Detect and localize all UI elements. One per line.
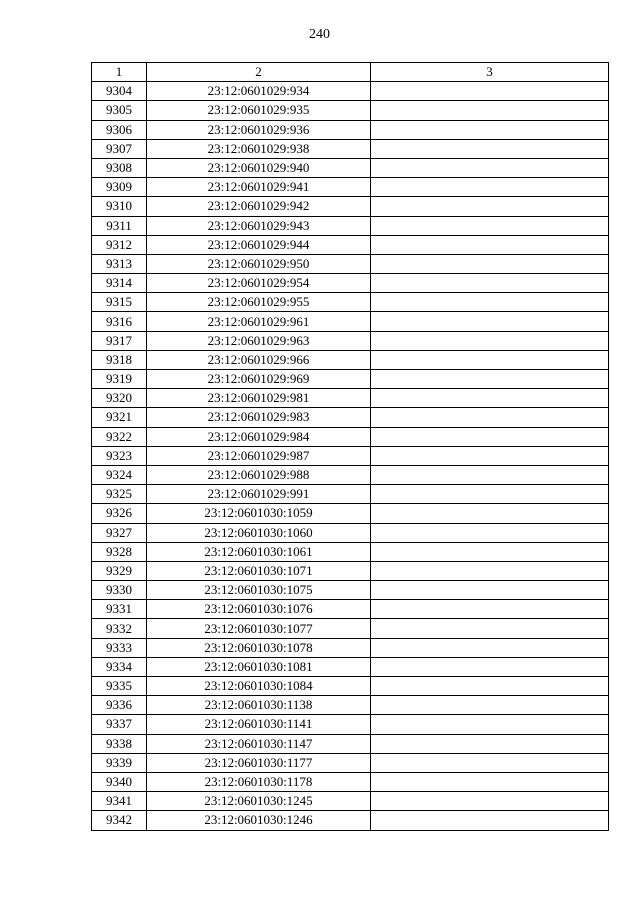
row-number-cell: 9307 xyxy=(92,139,147,158)
table-row xyxy=(92,715,609,734)
row-number-cell: 9340 xyxy=(92,772,147,791)
table-row xyxy=(92,677,609,696)
header-row xyxy=(92,63,609,82)
note-cell xyxy=(371,523,609,542)
table-row xyxy=(92,139,609,158)
row-number-cell: 9330 xyxy=(92,581,147,600)
cadastral-number-cell: 23:12:0601030:1141 xyxy=(147,715,371,734)
note-cell xyxy=(371,82,609,101)
note-cell xyxy=(371,331,609,350)
note-cell xyxy=(371,581,609,600)
row-number-cell: 9320 xyxy=(92,389,147,408)
table-row xyxy=(92,197,609,216)
note-cell xyxy=(371,197,609,216)
cadastral-number-cell: 23:12:0601029:988 xyxy=(147,465,371,484)
row-number-cell: 9324 xyxy=(92,465,147,484)
cadastral-number-cell: 23:12:0601030:1081 xyxy=(147,657,371,676)
row-number-cell: 9337 xyxy=(92,715,147,734)
table-row xyxy=(92,753,609,772)
table-row xyxy=(92,619,609,638)
row-number-cell: 9314 xyxy=(92,274,147,293)
row-number-cell: 9333 xyxy=(92,638,147,657)
table-row xyxy=(92,350,609,369)
cadastral-number-cell: 23:12:0601029:955 xyxy=(147,293,371,312)
cadastral-number-cell: 23:12:0601030:1078 xyxy=(147,638,371,657)
row-number-cell: 9342 xyxy=(92,811,147,830)
cadastral-number-cell: 23:12:0601030:1059 xyxy=(147,504,371,523)
cadastral-number-cell: 23:12:0601030:1061 xyxy=(147,542,371,561)
table-row xyxy=(92,254,609,273)
note-cell xyxy=(371,389,609,408)
note-cell xyxy=(371,715,609,734)
table-row xyxy=(92,293,609,312)
cadastral-number-cell: 23:12:0601030:1076 xyxy=(147,600,371,619)
cadastral-number-cell: 23:12:0601029:983 xyxy=(147,408,371,427)
note-cell xyxy=(371,274,609,293)
table-row xyxy=(92,696,609,715)
table-row xyxy=(92,772,609,791)
cadastral-number-cell: 23:12:0601029:954 xyxy=(147,274,371,293)
row-number-cell: 9309 xyxy=(92,178,147,197)
row-number-cell: 9313 xyxy=(92,254,147,273)
row-number-cell: 9332 xyxy=(92,619,147,638)
note-cell xyxy=(371,753,609,772)
table-row xyxy=(92,408,609,427)
row-number-cell: 9338 xyxy=(92,734,147,753)
note-cell xyxy=(371,542,609,561)
note-cell xyxy=(371,216,609,235)
cadastral-number-cell: 23:12:0601029:944 xyxy=(147,235,371,254)
table-row xyxy=(92,158,609,177)
cadastral-number-cell: 23:12:0601029:938 xyxy=(147,139,371,158)
row-number-cell: 9331 xyxy=(92,600,147,619)
cadastral-number-cell: 23:12:0601030:1178 xyxy=(147,772,371,791)
row-number-cell: 9306 xyxy=(92,120,147,139)
table-row xyxy=(92,331,609,350)
cadastral-number-cell: 23:12:0601029:991 xyxy=(147,485,371,504)
cadastral-number-cell: 23:12:0601029:935 xyxy=(147,101,371,120)
table-row xyxy=(92,561,609,580)
row-number-cell: 9329 xyxy=(92,561,147,580)
note-cell xyxy=(371,677,609,696)
row-number-cell: 9325 xyxy=(92,485,147,504)
note-cell xyxy=(371,350,609,369)
note-cell xyxy=(371,139,609,158)
table-row xyxy=(92,120,609,139)
column-header-3: 3 xyxy=(371,63,609,82)
cadastral-number-cell: 23:12:0601029:961 xyxy=(147,312,371,331)
cadastral-number-cell: 23:12:0601030:1071 xyxy=(147,561,371,580)
note-cell xyxy=(371,235,609,254)
table-row xyxy=(92,734,609,753)
note-cell xyxy=(371,772,609,791)
note-cell xyxy=(371,638,609,657)
note-cell xyxy=(371,734,609,753)
table-row xyxy=(92,389,609,408)
row-number-cell: 9316 xyxy=(92,312,147,331)
row-number-cell: 9339 xyxy=(92,753,147,772)
note-cell xyxy=(371,120,609,139)
note-cell xyxy=(371,696,609,715)
note-cell xyxy=(371,446,609,465)
cadastral-number-cell: 23:12:0601029:940 xyxy=(147,158,371,177)
note-cell xyxy=(371,465,609,484)
note-cell xyxy=(371,178,609,197)
table-row xyxy=(92,235,609,254)
note-cell xyxy=(371,408,609,427)
note-cell xyxy=(371,619,609,638)
table-row xyxy=(92,792,609,811)
table-row xyxy=(92,312,609,331)
column-header-1: 1 xyxy=(92,63,147,82)
row-number-cell: 9336 xyxy=(92,696,147,715)
note-cell xyxy=(371,811,609,830)
note-cell xyxy=(371,312,609,331)
cadastral-number-cell: 23:12:0601029:941 xyxy=(147,178,371,197)
table-header xyxy=(92,63,609,82)
row-number-cell: 9319 xyxy=(92,370,147,389)
table-row xyxy=(92,216,609,235)
row-number-cell: 9311 xyxy=(92,216,147,235)
table-row xyxy=(92,465,609,484)
table-row xyxy=(92,427,609,446)
note-cell xyxy=(371,561,609,580)
note-cell xyxy=(371,485,609,504)
table-row xyxy=(92,82,609,101)
table-row xyxy=(92,485,609,504)
cadastral-number-cell: 23:12:0601029:950 xyxy=(147,254,371,273)
table-row xyxy=(92,523,609,542)
note-cell xyxy=(371,427,609,446)
note-cell xyxy=(371,158,609,177)
note-cell xyxy=(371,293,609,312)
row-number-cell: 9312 xyxy=(92,235,147,254)
cadastral-number-cell: 23:12:0601030:1147 xyxy=(147,734,371,753)
cadastral-number-cell: 23:12:0601029:966 xyxy=(147,350,371,369)
cadastral-number-cell: 23:12:0601030:1077 xyxy=(147,619,371,638)
cadastral-number-cell: 23:12:0601030:1075 xyxy=(147,581,371,600)
table-row xyxy=(92,178,609,197)
note-cell xyxy=(371,504,609,523)
row-number-cell: 9317 xyxy=(92,331,147,350)
row-number-cell: 9318 xyxy=(92,350,147,369)
cadastral-number-cell: 23:12:0601029:963 xyxy=(147,331,371,350)
note-cell xyxy=(371,254,609,273)
table-row xyxy=(92,581,609,600)
row-number-cell: 9335 xyxy=(92,677,147,696)
table-row xyxy=(92,600,609,619)
row-number-cell: 9326 xyxy=(92,504,147,523)
row-number-cell: 9315 xyxy=(92,293,147,312)
cadastral-number-cell: 23:12:0601029:934 xyxy=(147,82,371,101)
column-header-2: 2 xyxy=(147,63,371,82)
cadastral-number-cell: 23:12:0601030:1246 xyxy=(147,811,371,830)
data-table xyxy=(91,62,609,831)
table-row xyxy=(92,542,609,561)
table-row xyxy=(92,370,609,389)
note-cell xyxy=(371,370,609,389)
cadastral-number-cell: 23:12:0601029:987 xyxy=(147,446,371,465)
row-number-cell: 9310 xyxy=(92,197,147,216)
row-number-cell: 9323 xyxy=(92,446,147,465)
cadastral-number-cell: 23:12:0601029:969 xyxy=(147,370,371,389)
row-number-cell: 9321 xyxy=(92,408,147,427)
table-body xyxy=(92,82,609,830)
row-number-cell: 9334 xyxy=(92,657,147,676)
table-row xyxy=(92,811,609,830)
cadastral-number-cell: 23:12:0601029:943 xyxy=(147,216,371,235)
cadastral-number-cell: 23:12:0601030:1245 xyxy=(147,792,371,811)
row-number-cell: 9341 xyxy=(92,792,147,811)
cadastral-number-cell: 23:12:0601030:1177 xyxy=(147,753,371,772)
table-row xyxy=(92,101,609,120)
table-row xyxy=(92,446,609,465)
row-number-cell: 9328 xyxy=(92,542,147,561)
table-row xyxy=(92,638,609,657)
row-number-cell: 9308 xyxy=(92,158,147,177)
cadastral-number-cell: 23:12:0601029:981 xyxy=(147,389,371,408)
note-cell xyxy=(371,600,609,619)
table-row xyxy=(92,504,609,523)
row-number-cell: 9322 xyxy=(92,427,147,446)
cadastral-number-cell: 23:12:0601030:1138 xyxy=(147,696,371,715)
row-number-cell: 9305 xyxy=(92,101,147,120)
note-cell xyxy=(371,657,609,676)
cadastral-number-cell: 23:12:0601029:984 xyxy=(147,427,371,446)
cadastral-number-cell: 23:12:0601029:936 xyxy=(147,120,371,139)
cadastral-number-cell: 23:12:0601030:1084 xyxy=(147,677,371,696)
row-number-cell: 9304 xyxy=(92,82,147,101)
row-number-cell: 9327 xyxy=(92,523,147,542)
page-number: 240 xyxy=(309,27,330,42)
note-cell xyxy=(371,792,609,811)
cadastral-number-cell: 23:12:0601029:942 xyxy=(147,197,371,216)
table-row xyxy=(92,657,609,676)
cadastral-number-cell: 23:12:0601030:1060 xyxy=(147,523,371,542)
note-cell xyxy=(371,101,609,120)
table-row xyxy=(92,274,609,293)
